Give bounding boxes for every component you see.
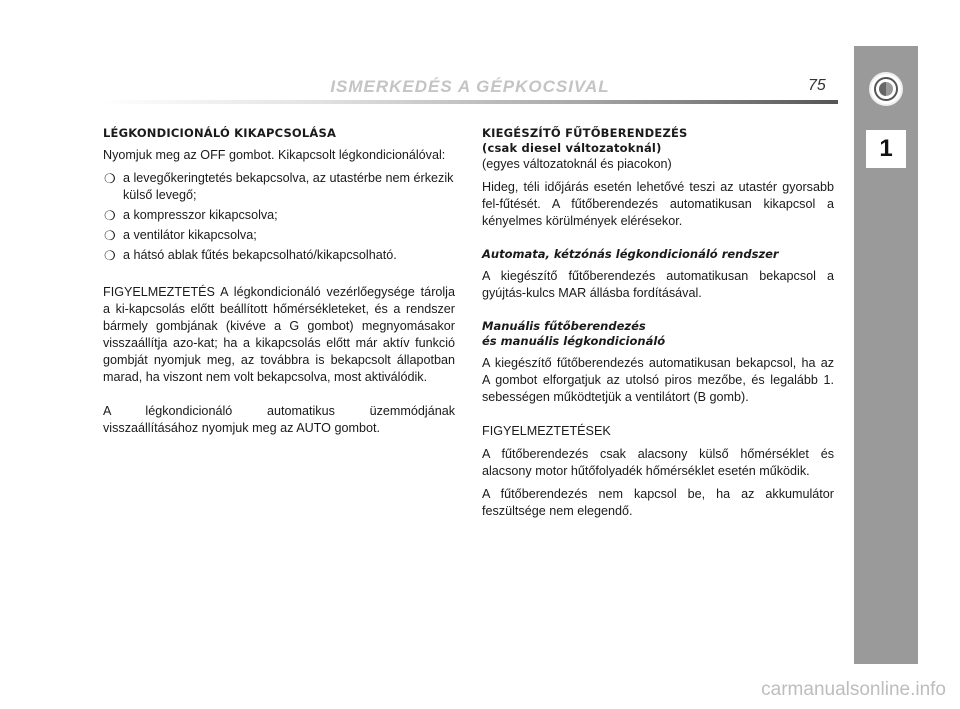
logo-left-half <box>879 82 886 96</box>
aux-heater-subnote: (egyes változatoknál és piacokon) <box>482 157 672 171</box>
page-header-title: ISMERKEDÉS A GÉPKOCSIVAL <box>330 77 610 96</box>
circle-bullet-icon: ❍ <box>104 248 116 263</box>
warning-battery: A fűtőberendezés nem kapcsol be, ha az akkumulátor feszültsége nem elegendő. <box>482 487 834 518</box>
list-item: ❍ a ventilátor kikapcsolva; <box>104 228 257 243</box>
warning-low-temp: A fűtőberendezés csak alacsony külső hőmérséklet és alacsony motor hűtőfolyadék hőmérséklet esetén működik. <box>482 447 834 478</box>
list-item: ❍ a hátsó ablak fűtés bekapcsolható/kikapcsolható. <box>104 248 397 263</box>
ac-off-intro: Nyomjuk meg az OFF gombot. Kikapcsolt légkondicionálóval: <box>103 148 446 162</box>
alfa-romeo-logo-icon <box>869 72 903 106</box>
subheading-auto-dual-zone: Automata, kétzónás légkondicionáló rendszer <box>482 247 779 261</box>
left-column <box>103 126 455 437</box>
right-column <box>482 126 834 520</box>
circle-bullet-icon: ❍ <box>104 171 116 186</box>
list-item: ❍ a levegőkeringtetés bekapcsolva, az utastérbe nem érkezik külső levegő; <box>104 171 454 202</box>
ac-auto-restore-text: A légkondicionáló automatikus üzemmódjának visszaállításához nyomjuk meg az AUTO gombot. <box>103 404 455 435</box>
manual-heater-text: A kiegészítő fűtőberendezés automatikusan bekapcsol, ha az A gombot elforgatjuk az utolsó piros mezőbe, és legalább 1. sebességen működtetjük a ventilátort (B gomb). <box>482 356 834 404</box>
section-heading-aux-heater: KIEGÉSZÍTŐ FŰTŐBERENDEZÉS <box>482 126 688 140</box>
list-item: ❍ a kompresszor kikapcsolva; <box>104 208 278 223</box>
ac-off-bullet-list <box>103 170 455 264</box>
page-number: 75 <box>808 77 826 94</box>
subheading-manual-ac: és manuális légkondicionáló <box>482 334 666 348</box>
watermark: carmanualsonline.info <box>761 679 946 700</box>
section-heading-ac-off: LÉGKONDICIONÁLÓ KIKAPCSOLÁSA <box>103 126 337 140</box>
subheading-manual-heater: Manuális fűtőberendezés <box>482 319 646 333</box>
circle-bullet-icon: ❍ <box>104 208 116 223</box>
circle-bullet-icon: ❍ <box>104 228 116 243</box>
warnings-label: FIGYELMEZTETÉSEK <box>482 424 611 438</box>
auto-dual-zone-text: A kiegészítő fűtőberendezés automatikusan bekapcsol a gyújtás-kulcs MAR állásba fordításával. <box>482 269 834 300</box>
aux-heater-intro: Hideg, téli időjárás esetén lehetővé teszi az utastér gyorsabb fel-fűtését. A fűtőberendezés automatikusan kikapcsol a kényelmes körülmények elérésekor. <box>482 180 834 228</box>
ac-off-warning: FIGYELMEZTETÉS A légkondicionáló vezérlőegysége tárolja a ki-kapcsolás előtt beállított hőmérsékleteket, és a rendszer bármely gombjának (kivéve a G gombot) megnyomásakor visszaállítja azo-kat; ha a kikapcsolás előtt már aktív funkció gombját nyomjuk meg, az továbbra is bekapcsolt állapotban marad, ha viszont nem volt bekapcsolva, most aktiválódik. <box>103 285 455 384</box>
section-heading-diesel-note: (csak diesel változatoknál) <box>482 141 662 155</box>
header-rule <box>98 100 838 104</box>
chapter-number-badge: 1 <box>866 130 906 168</box>
